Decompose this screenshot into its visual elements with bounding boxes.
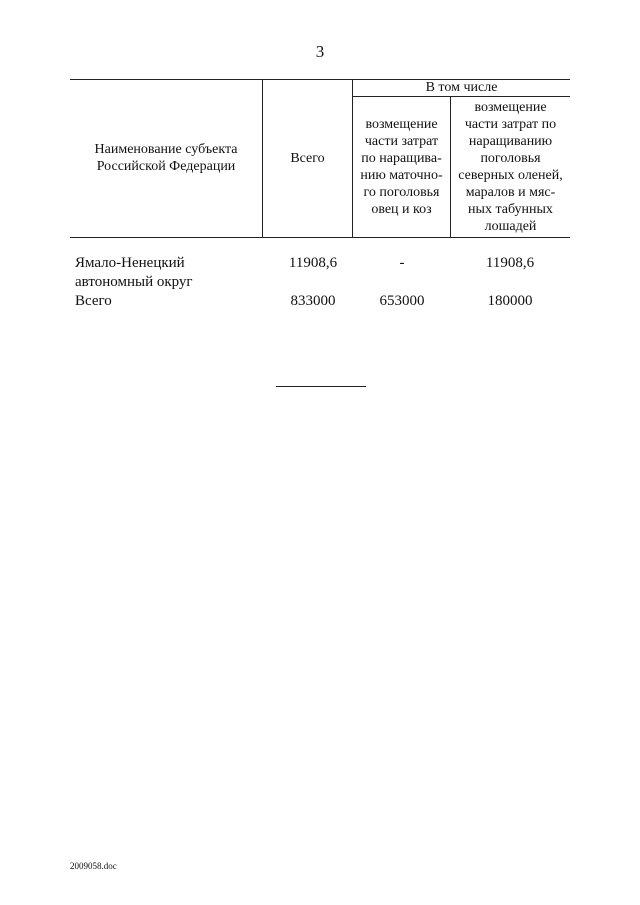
row-reindeer-horses: 180000 bbox=[487, 293, 533, 309]
section-separator bbox=[276, 386, 366, 387]
allocation-table bbox=[70, 79, 570, 239]
row-total: 833000 bbox=[290, 293, 336, 309]
row-sheep-goats: - bbox=[399, 255, 405, 271]
header-reindeer-horses: возмещение части затрат по наращиванию поголовья северных оленей, маралов и мяс-ных табунных лошадей bbox=[458, 100, 563, 234]
row-subject: Всего bbox=[75, 293, 112, 309]
row-subject: Ямало-Ненецкий автономный округ bbox=[75, 255, 193, 290]
row-reindeer-horses: 11908,6 bbox=[485, 255, 535, 271]
header-total: Всего bbox=[290, 150, 325, 166]
row-total: 11908,6 bbox=[288, 255, 338, 271]
header-including: В том числе bbox=[425, 80, 498, 95]
page-number: 3 bbox=[315, 42, 325, 61]
footer-filename: 2009058.doc bbox=[70, 861, 117, 871]
row-sheep-goats: 653000 bbox=[379, 293, 425, 309]
header-sheep-goats: возмещение части затрат по наращива-нию маточно-го поголовья овец и коз bbox=[360, 117, 443, 217]
header-bottom-border bbox=[70, 237, 570, 238]
header-subject: Наименование субъекта Российской Федерации bbox=[94, 142, 238, 174]
